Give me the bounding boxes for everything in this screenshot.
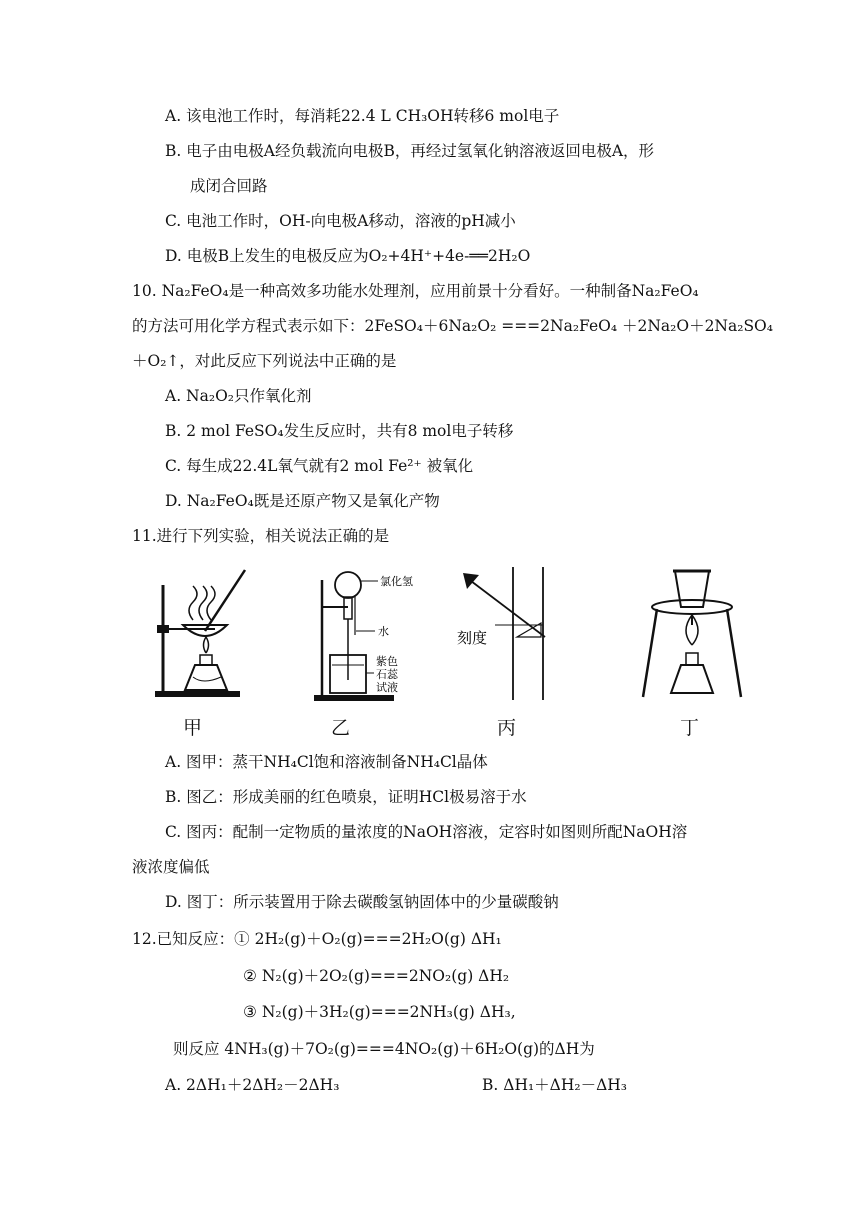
q9-option-b-line2: 成闭合回路 <box>190 177 268 195</box>
q12-reaction-2: ② N₂(g)＋2O₂(g)===2NO₂(g) ΔH₂ <box>243 967 510 985</box>
q9-option-b-line1: B. 电子由电极A经负载流向电极B，再经过氢氧化钠溶液返回电极A，形 <box>165 142 655 160</box>
q9-option-a: A. 该电池工作时，每消耗22.4 L CH₃OH转移6 mol电子 <box>165 107 560 125</box>
q11-option-a: A. 图甲：蒸干NH₄Cl饱和溶液制备NH₄Cl晶体 <box>165 753 488 771</box>
q11-option-c-line2: 液浓度偏低 <box>132 858 210 876</box>
figure-bing-reading <box>455 565 565 709</box>
figure-ding-crucible <box>635 565 745 709</box>
yi-gas-label: 氯化氢 <box>380 575 413 588</box>
q11-option-b: B. 图乙：形成美丽的红色喷泉，证明HCl极易溶于水 <box>165 788 527 806</box>
q10-option-b: B. 2 mol FeSO₄发生反应时，共有8 mol电子转移 <box>165 422 514 440</box>
q11-option-d: D. 图丁：所示装置用于除去碳酸氢钠固体中的少量碳酸钠 <box>165 893 559 911</box>
q9-option-c: C. 电池工作时，OH-向电极A移动，溶液的pH减小 <box>165 212 516 230</box>
figure-bing-label: 丙 <box>497 717 517 739</box>
figure-yi-label: 乙 <box>331 717 351 739</box>
q12-option-b: B. ΔH₁＋ΔH₂－ΔH₃ <box>482 1076 628 1094</box>
q10-stem-line3: ＋O₂↑，对此反应下列说法中正确的是 <box>132 352 397 370</box>
q12-stem: 12.已知反应：① 2H₂(g)＋O₂(g)===2H₂O(g) ΔH₁ <box>132 930 502 948</box>
q12-reaction-3: ③ N₂(g)＋3H₂(g)===2NH₃(g) ΔH₃, <box>243 1003 516 1021</box>
figure-yi-fountain <box>300 565 420 709</box>
q11-option-c-line1: C. 图丙：配制一定物质的量浓度的NaOH溶液，定容时如图则所配NaOH溶 <box>165 823 688 841</box>
yi-indicator-label-1: 紫色 <box>376 655 398 668</box>
yi-water-label: 水 <box>378 625 389 638</box>
q10-option-d: D. Na₂FeO₄既是还原产物又是氧化产物 <box>165 492 440 510</box>
q12-question: 则反应 4NH₃(g)＋7O₂(g)===4NO₂(g)＋6H₂O(g)的ΔH为 <box>173 1040 595 1058</box>
q10-stem-line2: 的方法可用化学方程式表示如下：2FeSO₄＋6Na₂O₂ ===2Na₂FeO₄ ＋2Na₂O＋2Na₂SO₄ <box>132 317 773 335</box>
figure-ding-label: 丁 <box>680 717 700 739</box>
yi-indicator-label-2: 石蕊 <box>376 668 398 681</box>
yi-indicator-label-3: 试液 <box>376 681 398 694</box>
q10-stem-line1: 10. Na₂FeO₄是一种高效多功能水处理剂，应用前景十分看好。一种制备Na₂FeO₄ <box>132 282 699 300</box>
q9-option-d: D. 电极B上发生的电极反应为O₂+4H⁺+4e-══2H₂O <box>165 247 531 265</box>
bing-scale-label: 刻度 <box>457 629 488 647</box>
figure-jia-label: 甲 <box>183 717 203 739</box>
q12-option-a: A. 2ΔH₁＋2ΔH₂－2ΔH₃ <box>165 1076 340 1094</box>
figure-jia-evaporation <box>145 565 255 709</box>
q10-option-c: C. 每生成22.4L氧气就有2 mol Fe²⁺ 被氧化 <box>165 457 474 475</box>
q11-stem: 11.进行下列实验，相关说法正确的是 <box>132 527 390 545</box>
q10-option-a: A. Na₂O₂只作氧化剂 <box>165 387 312 405</box>
